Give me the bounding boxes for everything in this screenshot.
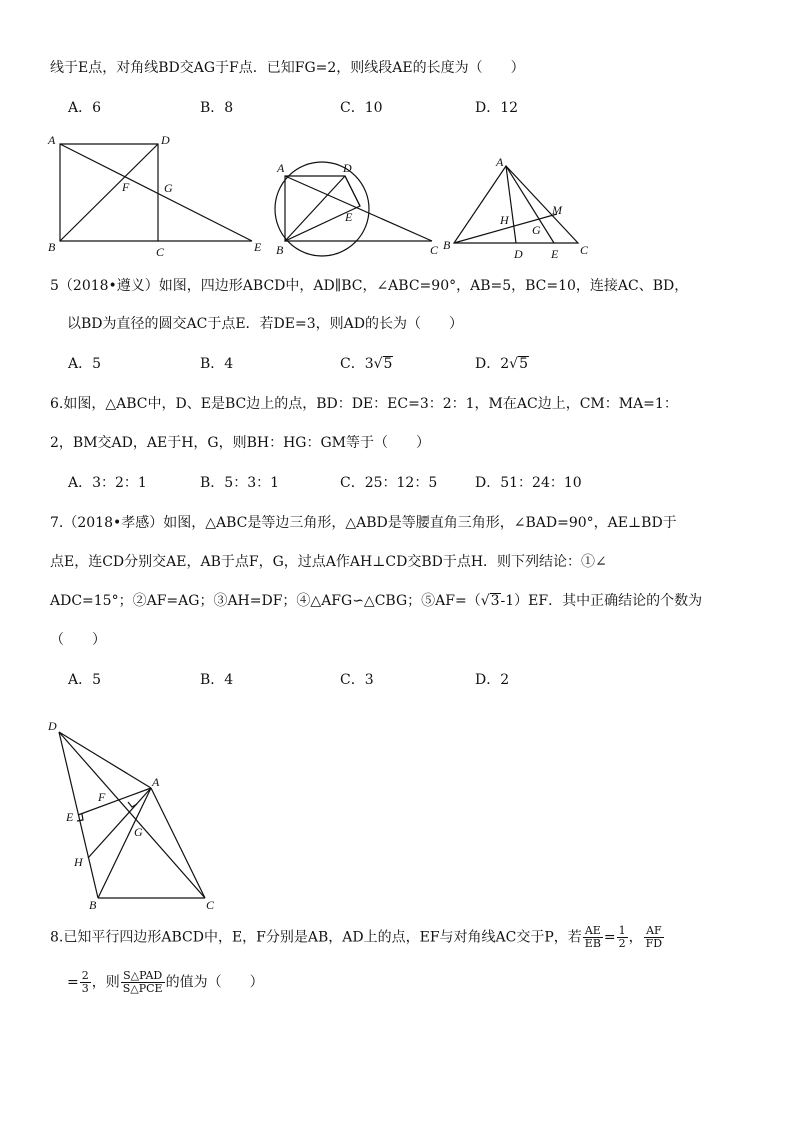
q5-option-c-radicand: 5 xyxy=(383,356,393,372)
label-D2: D xyxy=(343,161,352,175)
q4-option-d: D．12 xyxy=(475,100,519,116)
q5-option-d xyxy=(475,354,529,374)
label-C2: C xyxy=(430,243,439,257)
q7-option-b: B．4 xyxy=(200,672,234,688)
label-C1: C xyxy=(156,245,165,259)
q6-option-d: D．51：24：10 xyxy=(475,475,582,491)
label-G1: G xyxy=(164,181,173,195)
q5-option-d-radicand: 5 xyxy=(519,356,528,372)
q7-radicand: 3 xyxy=(490,593,500,609)
q7-line3-end: -1）EF．其中正确结论的个数为 xyxy=(500,593,703,609)
label-E2: E xyxy=(345,210,353,224)
q7-label-G: G xyxy=(134,825,143,839)
q8-then: ，则 xyxy=(91,974,120,991)
q4-option-c: C．10 xyxy=(340,100,383,116)
label-E1: E xyxy=(254,240,262,254)
q5-line2: 以BD为直径的圆交AC于点E．若DE=3，则AD的长为（ ） xyxy=(67,316,463,332)
figure-circle xyxy=(275,161,439,257)
label-M3: M xyxy=(552,203,562,217)
q4-stem: 线于E点，对角线BD交AG于F点．已知FG=2，则线段AE的长度为（ ） xyxy=(50,60,525,76)
label-F1: F xyxy=(122,180,130,194)
fraction-one-half: $\frac{1}{2}$ xyxy=(618,924,626,950)
q7-label-A: A xyxy=(152,775,160,789)
label-H3: H xyxy=(500,213,509,227)
q4-option-b: B．8 xyxy=(200,100,234,116)
q6-option-b: B．5：3：1 xyxy=(200,475,280,491)
q5-option-c xyxy=(340,354,393,374)
q5-option-b: B．4 xyxy=(200,356,234,372)
q7-line3 xyxy=(50,591,702,611)
q5-option-c-label: C．3 xyxy=(340,356,374,372)
fraction-two-thirds: $\frac{2}{3}$ xyxy=(81,969,89,995)
q7-line4: （ ） xyxy=(50,632,106,648)
q8-line2 xyxy=(67,970,264,995)
label-B3: B xyxy=(443,238,451,252)
q4-option-a: A．6 xyxy=(68,100,102,116)
fraction-area-ratio: $\frac{\text{S△PAD}}{\text{S△PCE}}$ xyxy=(122,969,163,995)
label-A1: A xyxy=(48,133,56,147)
q7-option-c: C．3 xyxy=(340,672,374,688)
q6-line1: 6.如图，△ABC中，D、E是BC边上的点，BD：DE：EC=3：2：1，M在AC边上，CM：MA=1： xyxy=(50,396,678,412)
q7-label-D: D xyxy=(48,719,57,733)
q6-option-a: A．3：2：1 xyxy=(68,475,147,491)
q7-label-B: B xyxy=(89,898,97,912)
q7-option-d: D．2 xyxy=(475,672,510,688)
q8-equals: = xyxy=(603,929,616,946)
figure-triangle xyxy=(443,155,589,261)
q8-stem-start: 8.已知平行四边形ABCD中，E，F分别是AB，AD上的点，EF与对角线AC交于P，若 xyxy=(50,929,582,946)
sqrt-sign: √ xyxy=(480,593,490,609)
q7-line1: 7.（2018•孝感）如图，△ABC是等边三角形，△ABD是等腰直角三角形，∠BAD=90°，AE⊥BD于 xyxy=(50,515,677,531)
label-D1: D xyxy=(161,133,170,147)
q8-separator: ， xyxy=(628,929,643,946)
q8-line1 xyxy=(50,925,665,950)
label-E3: E xyxy=(551,247,559,261)
q7-line3-start: ADC=15°；②AF=AG；③AH=DF；④△AFG∽△CBG；⑤AF=（ xyxy=(50,593,481,609)
q8-equals-2: = xyxy=(67,974,79,991)
label-G3: G xyxy=(532,223,541,237)
q6-line2: 2，BM交AD，AE于H，G，则BH：HG：GM等于（ ） xyxy=(50,435,430,451)
q7-label-F: F xyxy=(98,790,106,804)
q7-label-C: C xyxy=(206,898,215,912)
q5-option-d-label: D．2 xyxy=(475,356,510,372)
q7-label-E: E xyxy=(66,810,74,824)
sqrt-sign: √ xyxy=(509,356,519,372)
label-B1: B xyxy=(48,240,56,254)
label-C3: C xyxy=(580,243,589,257)
q6-option-c: C．25：12：5 xyxy=(340,475,438,491)
sqrt-sign: √ xyxy=(373,356,383,372)
q7-line2: 点E，连CD分别交AE，AB于点F，G，过点A作AH⊥CD交BD于点H．则下列结论：①∠ xyxy=(50,554,607,570)
q5-option-a: A．5 xyxy=(68,356,102,372)
label-A2: A xyxy=(277,161,285,175)
figure-square xyxy=(47,133,262,259)
q7-label-H: H xyxy=(74,855,83,869)
label-D3: D xyxy=(514,247,523,261)
q5-line1: 5（2018•遵义）如图，四边形ABCD中，AD∥BC，∠ABC=90°，AB=5，BC=10，连接AC、BD， xyxy=(50,278,689,294)
fraction-af-fd: $\frac{AF}{FD}$ xyxy=(645,924,663,950)
fraction-ae-eb: $\frac{AE}{EB}$ xyxy=(584,924,601,950)
label-A3: A xyxy=(496,155,504,169)
figures-row xyxy=(40,128,760,263)
q7-figure xyxy=(40,712,240,917)
label-B2: B xyxy=(276,243,284,257)
q8-stem-end: 的值为（ ） xyxy=(165,974,264,991)
q7-option-a: A．5 xyxy=(68,672,102,688)
